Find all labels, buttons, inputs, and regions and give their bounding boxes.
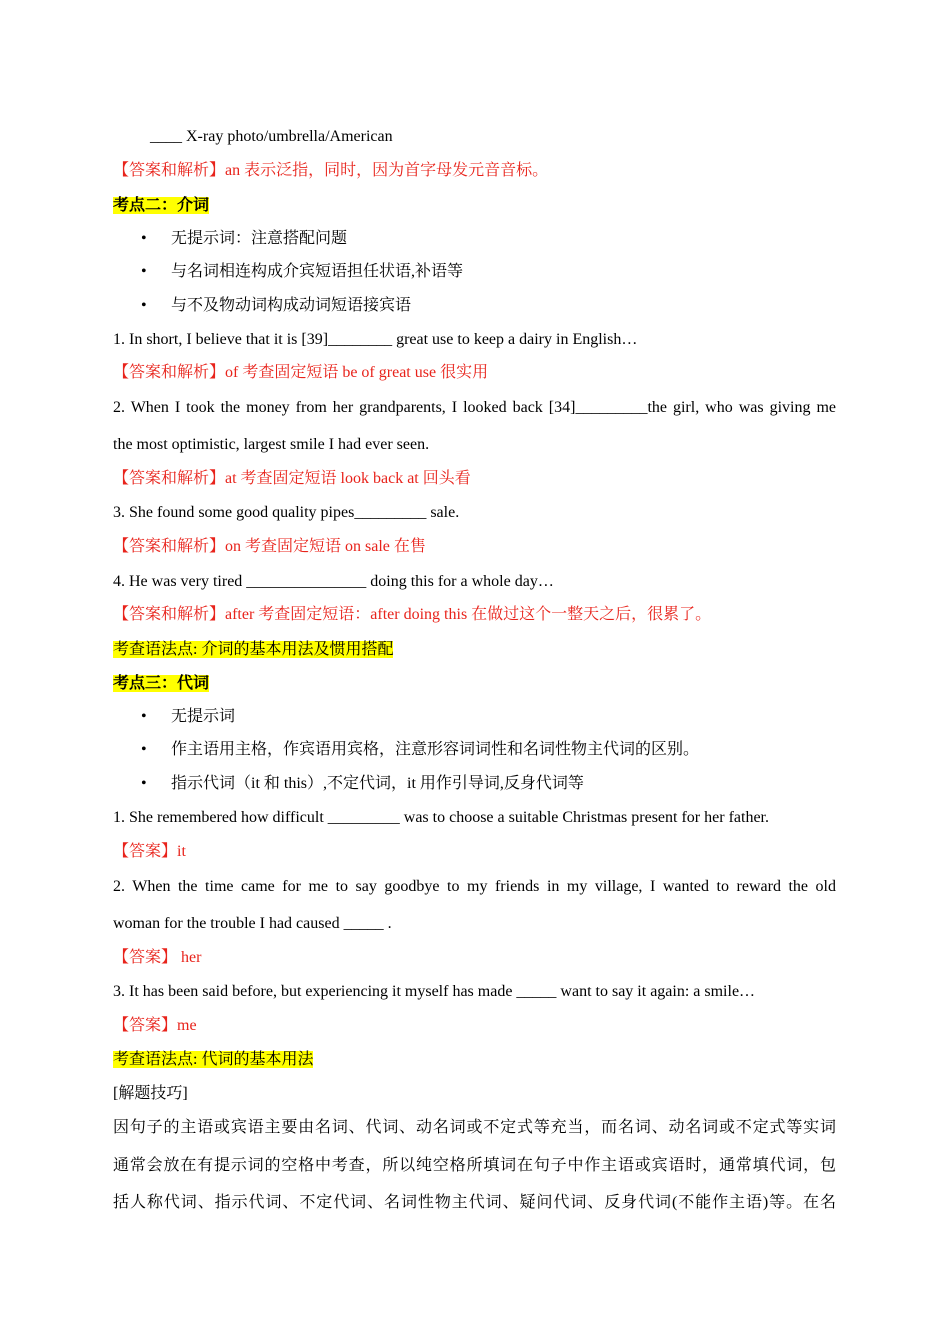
bullet-item bbox=[141, 229, 864, 249]
section-heading-pronouns bbox=[113, 674, 836, 694]
answer: 【答案】 her bbox=[113, 949, 202, 966]
exercise-line: woman for the trouble I had caused _____ . bbox=[113, 915, 392, 932]
bullet-item bbox=[141, 262, 864, 282]
exercise-line: 3. It has been said before, but experiencing it myself has made _____ want to say it again: a smile… bbox=[113, 983, 756, 1000]
tips-heading: [解题技巧] bbox=[113, 1085, 188, 1102]
grammar-point-text: 考查语法点: 介词的基本用法及惯用搭配 bbox=[113, 641, 394, 658]
grammar-point-text: 考查语法点: 代词的基本用法 bbox=[113, 1051, 314, 1068]
exercise-line: 2. When I took the money from her grandparents, I looked back [34]_________the girl, who was giving me bbox=[113, 399, 836, 416]
exercise-line: 1. In short, I believe that it is [39]________ great use to keep a dairy in English… bbox=[113, 331, 638, 348]
article-example-line: ____ X-ray photo/umbrella/American bbox=[150, 128, 393, 145]
answer-explanation: 【答案和解析】of 考查固定短语 be of great use 很实用 bbox=[113, 364, 489, 381]
bullet-icon: • bbox=[141, 775, 147, 792]
grammar-point bbox=[113, 1050, 836, 1070]
bullet-item bbox=[141, 740, 864, 760]
exercise-line: 4. He was very tired _______________ doing this for a whole day… bbox=[113, 573, 554, 590]
answer: 【答案】me bbox=[113, 1017, 197, 1034]
bullet-icon: • bbox=[141, 263, 147, 280]
bullet-item bbox=[141, 774, 864, 794]
answer-explanation: 【答案和解析】after 考查固定短语：after doing this 在做过这个一整天之后，很累了。 bbox=[113, 606, 712, 623]
bullet-item bbox=[141, 707, 864, 727]
paragraph-line: 括人称代词、指示代词、不定代词、名词性物主代词、疑问代词、反身代词(不能作主语)等。在名 bbox=[113, 1194, 836, 1211]
bullet-icon: • bbox=[141, 708, 147, 725]
bullet-text: 无提示词：注意搭配问题 bbox=[171, 230, 348, 247]
bullet-text: 与名词相连构成介宾短语担任状语,补语等 bbox=[171, 263, 464, 280]
exercise-line: 3. She found some good quality pipes_________ sale. bbox=[113, 504, 460, 521]
answer-explanation: 【答案和解析】at 考查固定短语 look back at 回头看 bbox=[113, 470, 471, 487]
bullet-text: 作主语用主格，作宾语用宾格，注意形容词词性和名词性物主代词的区别。 bbox=[171, 741, 700, 758]
exercise-line: 1. She remembered how difficult _________ was to choose a suitable Christmas present for her father. bbox=[113, 809, 769, 826]
heading-text: 考点三：代词 bbox=[113, 675, 210, 692]
answer: 【答案】it bbox=[113, 843, 186, 860]
bullet-text: 无提示词 bbox=[171, 708, 236, 725]
paragraph-line: 因句子的主语或宾语主要由名词、代词、动名词或不定式等充当，而名词、动名词或不定式等实词 bbox=[113, 1119, 836, 1136]
grammar-point bbox=[113, 640, 836, 660]
paragraph-line: 通常会放在有提示词的空格中考查，所以纯空格所填词在句子中作主语或宾语时，通常填代词，包 bbox=[113, 1157, 836, 1174]
bullet-icon: • bbox=[141, 741, 147, 758]
bullet-text: 与不及物动词构成动词短语接宾语 bbox=[171, 297, 412, 314]
section-heading-prepositions bbox=[113, 196, 836, 216]
bullet-icon: • bbox=[141, 230, 147, 247]
answer-explanation: 【答案和解析】on 考查固定短语 on sale 在售 bbox=[113, 538, 426, 555]
bullet-icon: • bbox=[141, 297, 147, 314]
answer-explanation: 【答案和解析】an 表示泛指，同时，因为首字母发元音音标。 bbox=[113, 162, 549, 179]
heading-text: 考点二：介词 bbox=[113, 197, 210, 214]
exercise-line: 2. When the time came for me to say goodbye to my friends in my village, I wanted to reward the old bbox=[113, 878, 836, 895]
bullet-text: 指示代词（it 和 this）,不定代词，it 用作引导词,反身代词等 bbox=[171, 775, 584, 792]
bullet-item bbox=[141, 296, 864, 316]
exercise-line: the most optimistic, largest smile I had ever seen. bbox=[113, 436, 430, 453]
